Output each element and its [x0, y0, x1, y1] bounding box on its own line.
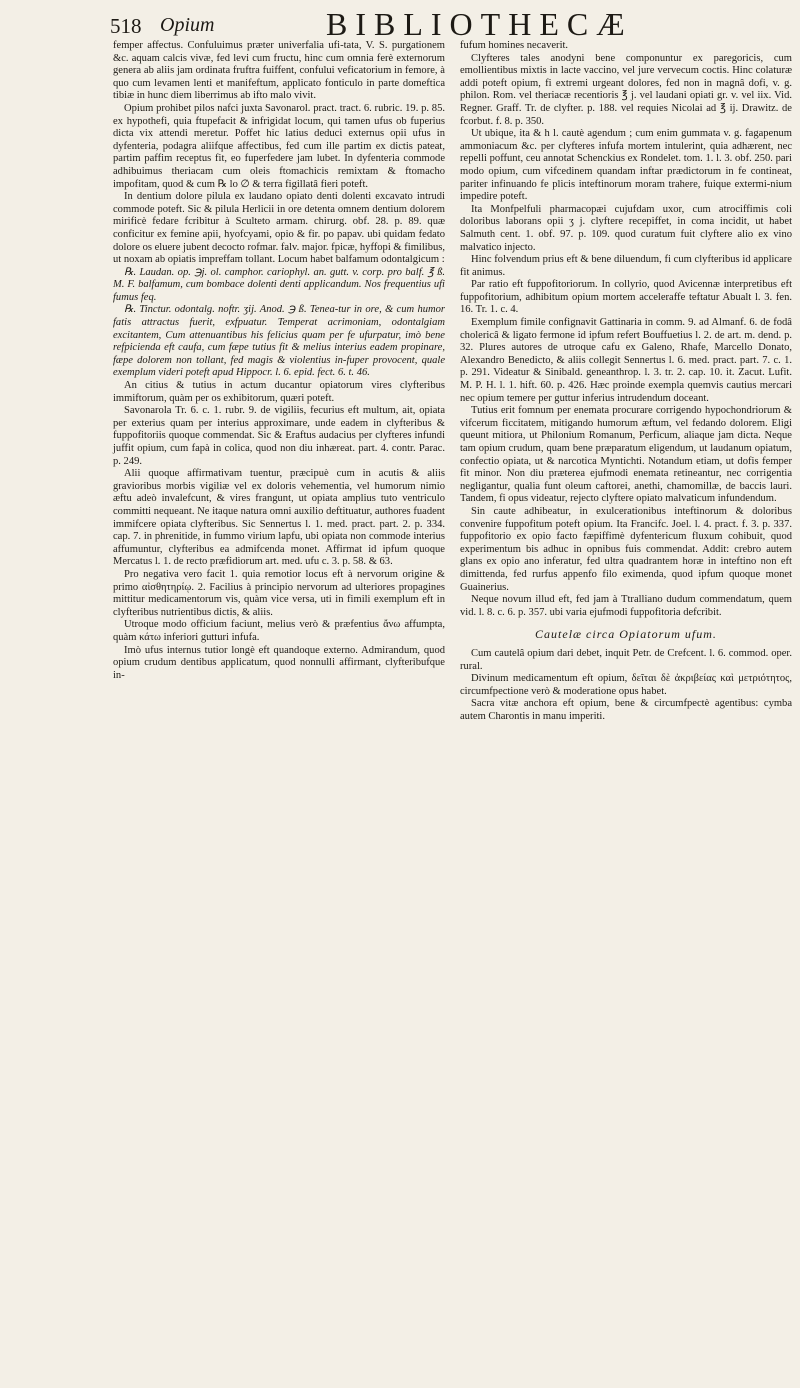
paragraph: Clyfteres tales anodyni bene componuntur ex paregoricis, cum emollientibus mixtis in lacte vaccino, vel jure vervecum coctis. Hinc colaturæ addi poteft opium, fi extremi urgeant dolores, fed non in magnâ dofi, v. g. philon. Rom. vel theriacæ recentioris ℥ j. vel laudani opiati gr. v. vel iix. Vid. Regner. Graff. Tr. de clyfter. p. 188. vel requies Nicolai ad ℥ ij. Drawitz. de fcorbut. f. 8. p. 350. — [460, 52, 792, 127]
paragraph: Divinum medicamentum eft opium, δεῖται δὲ ἀκριβείας καὶ μετριότητος, circumfpectione verò & moderatione opus habet. — [460, 673, 792, 697]
right-column — [460, 40, 792, 723]
page-number: 518 — [110, 14, 142, 38]
paragraph: Savonarola Tr. 6. c. 1. rubr. 9. de vigiliis, fecurius eft multum, ait, opiata per exterius quam per interius approximare, unde eadem in clyfteribus & fuppofitoriis quoque commendat. Sic & Eraftus audacius per clyfteres infundi juffit opium, cum fapà in colica, quod non diu inhæreat. part. 4. contr. Parac. p. 249. — [113, 405, 445, 467]
paragraph: An citius & tutius in actum ducantur opiatorum vires clyfteribus immiftorum, quàm per os exhibitorum, quæri poteft. — [113, 380, 445, 404]
paragraph: Sin caute adhibeatur, in exulcerationibus inteftinorum & doloribus convenire fuppofitum poteft opium. Ita Francifc. Joel. l. 4. pract. f. 3. p. 337. fuppofitorio ex opio facto fæpiffimè dyfentericum fluxum cohibuit, quod experimentum bis adhuc in opnibus fuis commendat. Addit: crebro autem glans ex opio ano inferatur, fed ultra quadrantem horæ in inteftino non eft dimittenda, fed rurfus appenfo filo eximenda, quod ipfum quoque monet Guainerius. — [460, 505, 792, 593]
paragraph: Hinc folvendum prius eft & bene diluendum, fi cum clyfteribus id applicare fit animus. — [460, 254, 792, 278]
paragraph: Par ratio eft fuppofitoriorum. In collyrio, quod Avicennæ interpretibus eft fuppofitorium, adhibitum opium mortem acceleraffe teftatur Abualt l. 3. fen. 16. Tr. 1. c. 4. — [460, 279, 792, 316]
left-column — [113, 40, 445, 682]
paragraph: Alii quoque affirmativam tuentur, præcipuè cum in acutis & aliis gravioribus morbis vigiliæ vel ex doloris vehementia, vel humorum nimio æftu adeò invalefcunt, & vires frangunt, ut opiata amplius tuto ventriculo committi nequeant. Ne itaque natura omni auxilio deftituatur, authores fuadent immifcere opiata clyfteribus. Sic Sennertus l. 1. med. pract. part. 2. p. 334. cap. 7. in phrenitide, in fummo virium lapfu, ubi opiata non commode interius affumuntur, clyfteribus ea admifcenda monet. Affirmat id ipfum quoque Mercatus l. 1. de recto præfidiorum art. med. ufu c. 3. p. 58. & 63. — [113, 468, 445, 568]
paragraph: Ut ubique, ita & h l. cautè agendum ; cum enim gummata v. g. fagapenum ammoniacum &c. per clyfteres infufa mortem intulerint, quia adhærent, nec repelli poffunt, ceu annotat Schenckius ex Rondelet. tom. 1. l. 3. obf. 250. pari modo opium, cum vifcedinem quandam inftar prædictorum in fe contineat, pariter infinuando fe plicis inteftinorum moram trahere, fuique extermi-nium impedire poteft. — [460, 128, 792, 203]
running-head: Opium — [160, 14, 215, 36]
paragraph: Imò ufus internus tutior longè eft quandoque externo. Admirandum, quod opium crudum dentibus applicatum, quod nonnulli affirmant, clyfteribufque in- — [113, 644, 445, 681]
paragraph: femper affectus. Confuluimus præter univerfalia ufi-tata, V. S. purgationem &c. aquam calcis vivæ, fed levi cum fructu, hinc cum omnia ferè externorum genera ab aliis jam ordinata fruftra fuiffent, confului veficatorium in femore, à quo cum levamen lenti et manifeftum, applicato fonticulo in parte domeftica tibiæ in hunc diem liberrimus ab ifto malo vivit. — [113, 40, 445, 102]
paragraph: fufum homines necaverit. — [460, 40, 569, 51]
prescription: ℞. Laudan. op. ℈j. ol. camphor. cariophyl. an. gutt. v. corp. pro balf. ℥ ß. M. F. balfamum, cum bombace dolenti denti applicandum. Nos frequentius ufi fumus feq. — [113, 266, 445, 303]
paragraph: In dentium dolore pilula ex laudano opiato denti dolenti excavato intrudi commode poteft. Sic & pilula Herlicii in ore detenta omnem dentium dolorem mirificè fedare fcribitur à Sculteto armam. chirurg. obf. 28. p. 89. quæ conficitur ex femine apii, hyofcyami, opio & fir. po papav. ubi quidam fedato dolore os eluere jubent decocto rofmar. falv. major. fpicæ, hyffopi & fimilibus, ut noxam ab opiatis impreffam tollant. Locum habet balfamum odontalgicum : — [113, 191, 445, 266]
paragraph: Exemplum fimile confignavit Gattinaria in comm. 9. ad Almanf. 6. de fodâ cholericâ & ligato fermone id ipfum refert Bouffuetius l. 2. de art. m. dend. p. 32. Plures autores de utroque cafu ex Galeno, Rhafe, Marcello Donato, Alexandro Benedicto, & aliis collegit Sennertus l. 6. med. pract. part. 7. c. 1. p. 291. Videatur & Sinibald. geneanthrop. l. 3. tr. 2. cap. 10. it. Zacut. Lufit. M. P. H. l. 1. hift. 60. p. 426. Hæc proinde exempla quemvis cautius mercari nec opium temere per guttur inferius intrudendum doceant. — [460, 317, 792, 404]
prescription: ℞. Tinctur. odontalg. noftr. ʒij. Anod. ℈ ß. Tenea-tur in ore, & cum humor fatis attractus fuerit, exfpuatur. Temperat acrimoniam, odontalgiam excitantem, Cum attenuantibus his felicius quam per fe ufurpatur, imò bene refpicienda eft caufa, cum fæpe tutius fit & melius interius eadem propinare, fæpe dolorem non tollant, fed magis & violentius in-fuper provocent, quale exemplum videri poteft apud Hippocr. l. 6. epid. fect. 6. t. 46. — [113, 304, 445, 379]
section-subheading: Cautelæ circa Opiatorum ufum. — [535, 627, 717, 642]
paragraph: Utroque modo officium faciunt, melius verò & præfentius ἄνω affumpta, quàm κάτω inferiori gutturi infufa. — [113, 619, 445, 643]
paragraph: Cum cautelâ opium dari debet, inquit Petr. de Crefcent. l. 6. commod. oper. rural. — [460, 647, 792, 672]
paragraph: Sacra vitæ anchora eft opium, bene & circumfpectè agentibus: cymba autem Charontis in manu imperiti. — [460, 698, 792, 722]
paragraph: Neque novum illud eft, fed jam à Ttralliano dudum commendatum, quem vid. l. 8. c. 6. p. 357. ubi varia ejufmodi fuppofitoria defcribit. — [460, 594, 792, 618]
paragraph: Tutius erit fomnum per enemata procurare corrigendo hypochondriorum & vifcerum ficcitatem, mitigando humorum æftum, vel fedando dolorem. Eligi queunt mitiora, ut Philonium Romanum, Perficum, aliaque jam dicta. Neque tam opium crudum, quam bene præparatum eligendum, ut laudanum opiatum, confectio opiata, ut & narcotica Myntichti. Notandum etiam, ut dofis femper fit minor. Non diu præterea ejufmodi enemata retineantur, nec corrigentia negligantur, qualia funt oleum caftorei, anethi, chamomillæ, de baccis lauri. Tandem, fi opus videatur, rejecto clyftere opiato malvaticum infundendum. — [460, 405, 792, 505]
paragraph: Ita Monfpelfuli pharmacopæi cujufdam uxor, cum atrociffimis coli doloribus laborans opii ʒ j. clyftere recepiffet, in coma incidit, ut habet Salmuth cent. 1. obf. 97. p. 109. quod curatum fuit clyftere alio ex vino malvatico injecto. — [460, 203, 792, 253]
page-title: BIBLIOTHECÆ — [326, 6, 633, 42]
paragraph: Pro negativa vero facit 1. quia remotior locus eft à nervorum origine & primo αἰσθητηρίῳ. 2. Facilius à principio nervorum ad ulteriores propagines mittitur medicamentorum vis, quàm vice versa, uti in fimili exemplum eft in clyfteribus nutrientibus dictis, & aliis. — [113, 568, 445, 618]
paragraph: Opium prohibet pilos nafci juxta Savonarol. pract. tract. 6. rubric. 19. p. 85. ex hypothefi, quia ftupefacit & infrigidat locum, qui tamen ufus ob fuperius dicta vix attendi meretur. Poffet hic latius deduci externus opii ufus in dyfenteria, podagra aliifque affectibus, fed cum ille partim ex dictis pateat, partim paffim receptus fit, eo fuperfedere jam lubet. In dyfenteria commode adhibuimus theriacam cum oleis ftomachicis remixtam & ftomacho impofitam, quod & cum ℞ lo ∅ & terra figillatâ fieri poteft. — [113, 102, 445, 190]
